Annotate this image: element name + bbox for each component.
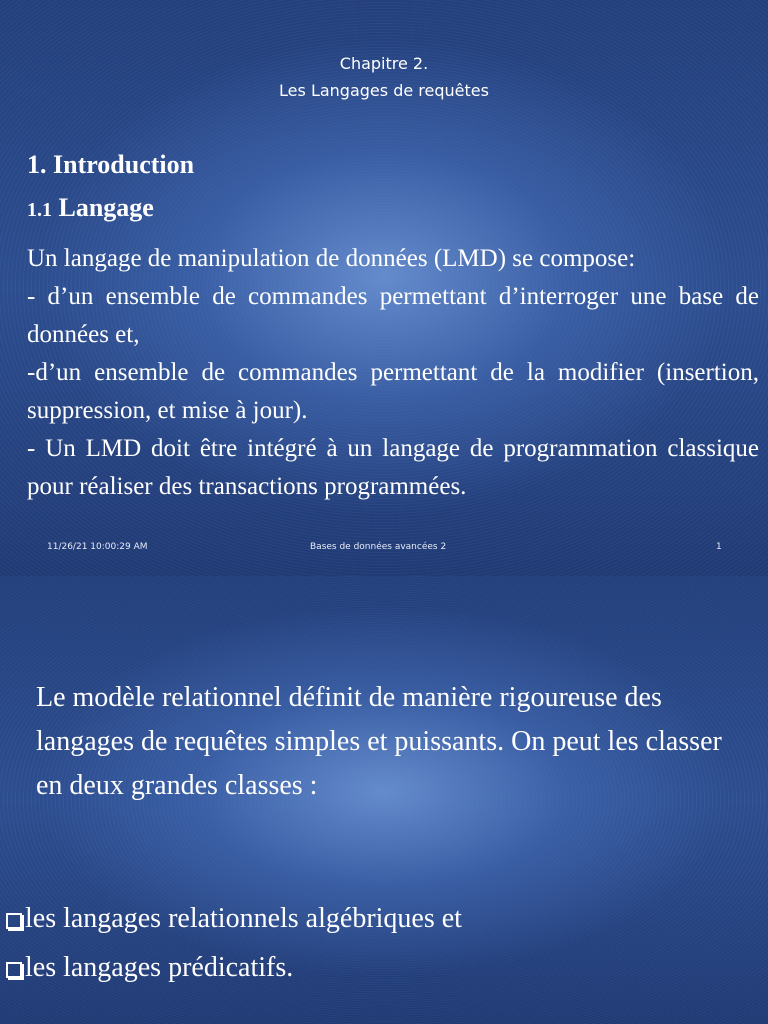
slide-2 <box>0 576 768 1024</box>
paragraph-lmd: Un langage de manipulation de données (LMD) se compose: <box>27 245 636 272</box>
paragraph-interroger: - d’un ensemble de commandes permettant d’interroger une base de données et, <box>27 283 759 348</box>
checkbox-icon <box>6 913 22 929</box>
heading-langage <box>27 193 154 223</box>
paragraph-modele: Le modèle relationnel définit de manière rigoureuse des langages de requêtes simples et puissants. On peut les classer en deux grandes classes : <box>36 682 722 801</box>
checkbox-icon <box>6 962 22 978</box>
list-item <box>6 894 462 943</box>
footer-date: 11/26/21 10:00:29 AM <box>47 542 148 552</box>
bullet-list <box>6 894 462 992</box>
footer-course: Bases de données avancées 2 <box>310 542 447 552</box>
heading-text: Langage <box>58 193 154 222</box>
footer-page-number: 1 <box>716 542 722 552</box>
paragraph-modifier: -d’un ensemble de commandes permettant de la modifier (insertion, suppression, et mise à jour). <box>27 359 759 424</box>
list-item <box>6 943 462 992</box>
heading-number: 1.1 <box>27 199 52 221</box>
slide-1-body <box>27 240 759 506</box>
heading-introduction: 1. Introduction <box>27 150 195 179</box>
title-line-1: Chapitre 2. <box>339 54 429 73</box>
bullet-text: les langages prédicatifs. <box>25 952 294 983</box>
slide-2-body <box>36 676 736 808</box>
title-line-2: Les Langages de requêtes <box>279 81 489 100</box>
bullet-text: les langages relationnels algébriques et <box>25 903 462 934</box>
paragraph-integre: - Un LMD doit être intégré à un langage de programmation classique pour réaliser des transactions programmées. <box>27 435 759 500</box>
slide-title <box>0 50 768 104</box>
